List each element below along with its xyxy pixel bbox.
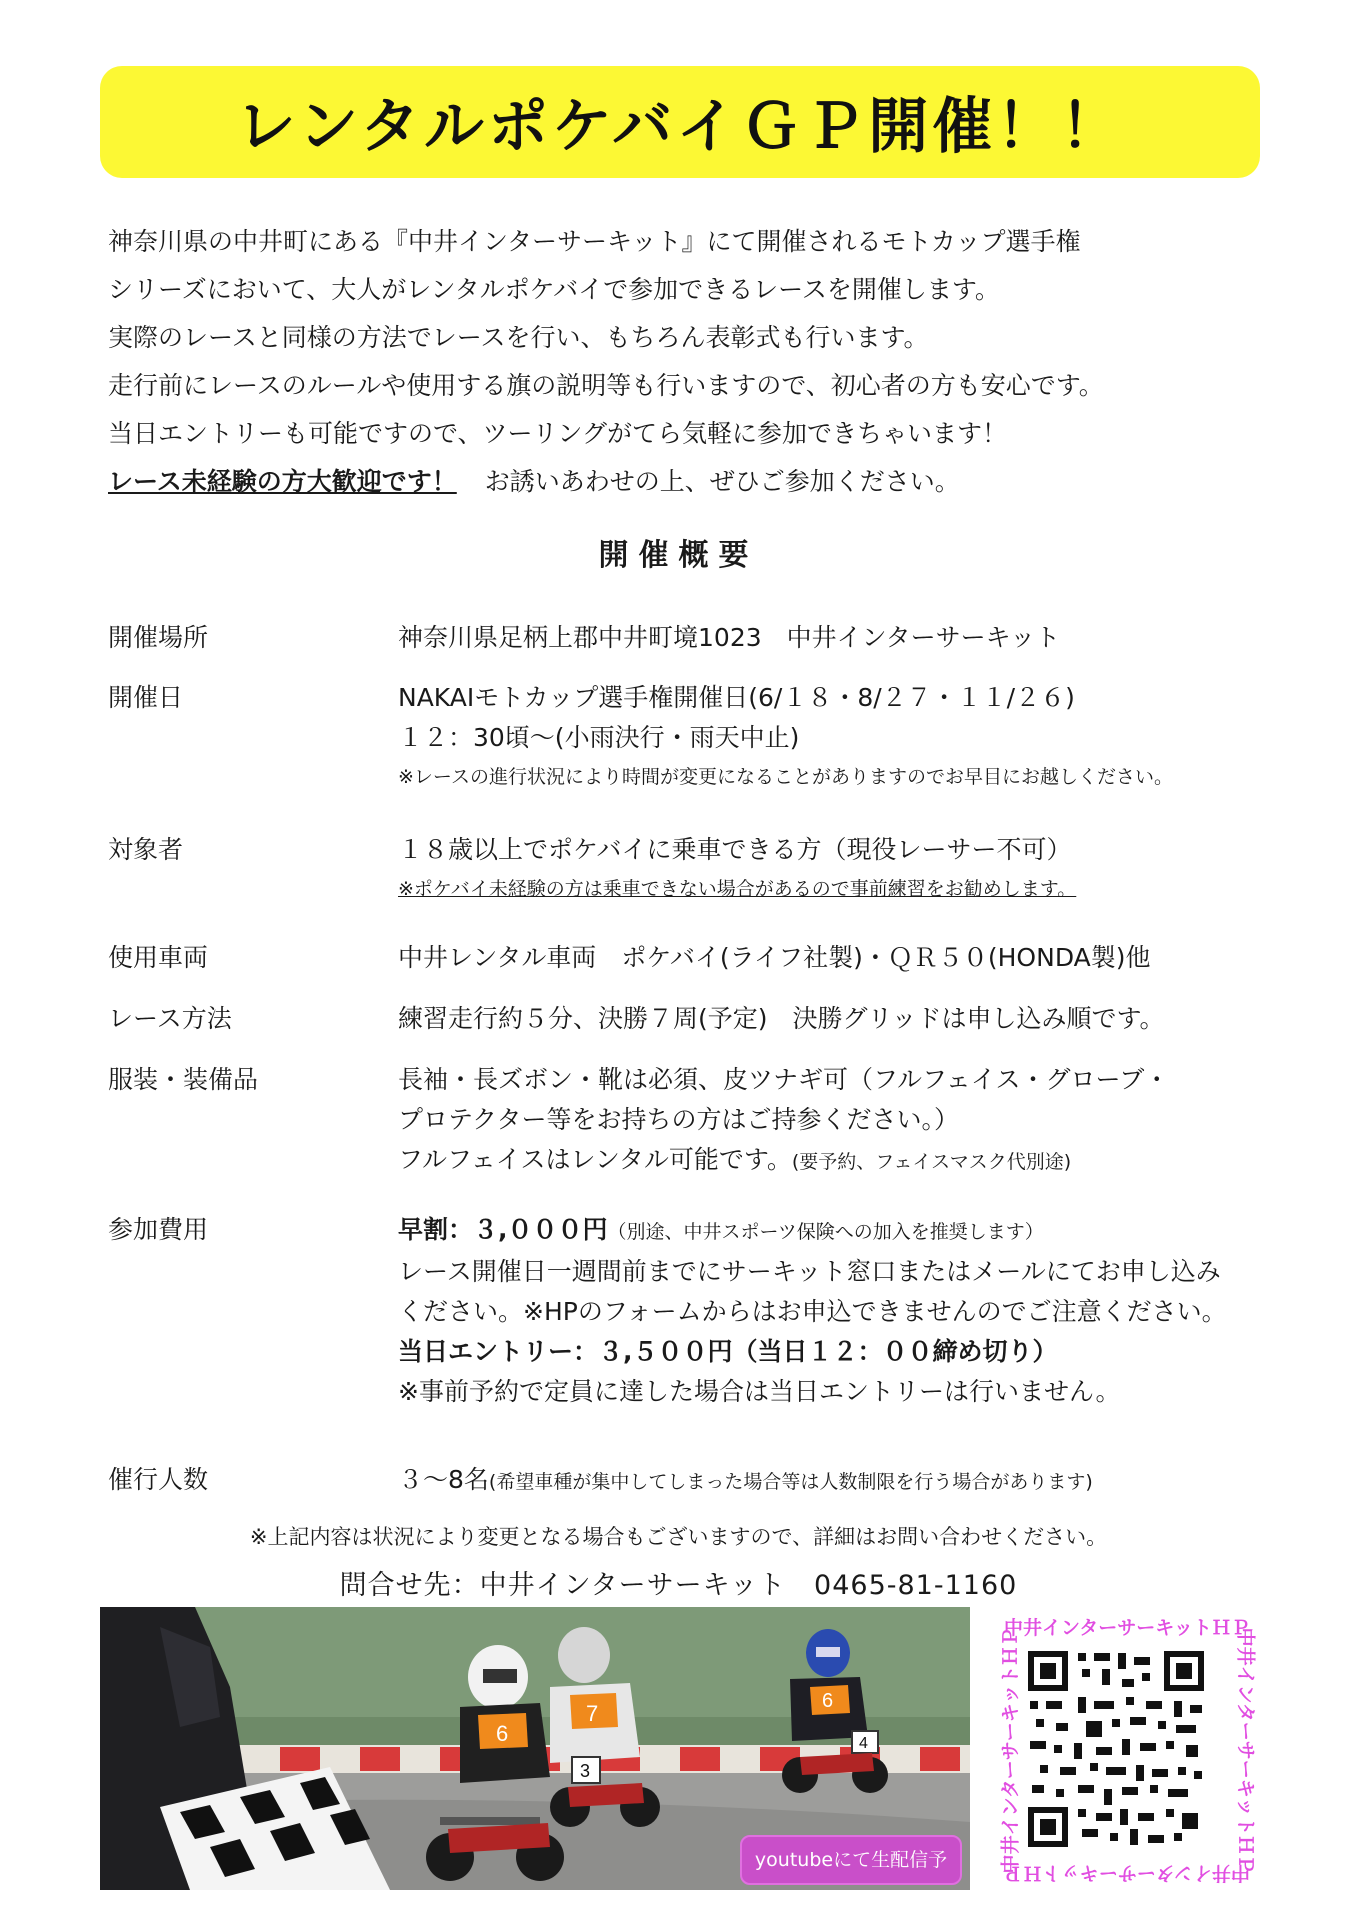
detail-label: 開催場所	[108, 623, 209, 652]
bike-number: 6	[496, 1721, 509, 1746]
detail-value-line	[398, 1210, 1348, 1252]
detail-note: ※ポケバイ未経験の方は乗車できない場合があるので事前練習をお勧めします。	[398, 878, 1077, 900]
live-stream-badge: youtubeにて生配信予定‼	[740, 1835, 962, 1885]
overview-title: 開催概要	[598, 538, 759, 573]
detail-note: （別途、中井スポーツ保険への加入を推奨します）	[607, 1221, 1044, 1243]
detail-label: 参加費用	[108, 1215, 209, 1244]
plate-number: 4	[859, 1735, 868, 1752]
detail-value: １８歳以上でポケバイに乗車できる方（現役レーサー不可）	[398, 835, 1072, 864]
detail-value: 中井レンタル車両 ポケバイ(ライフ社製)・ＱＲ５０(HONDA製)他	[398, 943, 1151, 972]
detail-value: ください。※HPのフォームからはお申込できませんのでご注意ください。	[398, 1297, 1227, 1326]
detail-label: 服装・装備品	[108, 1065, 259, 1094]
intro-closing: お誘いあわせの上、ぜひご参加ください。	[484, 467, 960, 496]
detail-value: NAKAIモトカップ選手権開催日(6/１８・8/２７・１１/２６)	[398, 683, 1075, 712]
detail-value: 神奈川県足柄上郡中井町境1023 中井インターサーキット	[398, 623, 1061, 652]
qr-caption-left: 中井インターサーキットＨＰ	[999, 1627, 1022, 1874]
bike-number: 6	[822, 1690, 834, 1712]
detail-note: ※事前予約で定員に達した場合は当日エントリーは行いません。	[398, 1377, 1121, 1406]
detail-value: ３～8名	[398, 1465, 489, 1494]
title-banner	[100, 66, 1260, 178]
detail-value-line	[398, 1140, 1348, 1182]
detail-value: 長袖・長ズボン・靴は必須、皮ツナギ可（フルフェイス・グローブ・	[398, 1065, 1170, 1094]
qr-code[interactable]	[1026, 1649, 1206, 1849]
intro-line: 実際のレースと同様の方法でレースを行い、もちろん表彰式も行います。	[108, 323, 929, 352]
intro-line: 神奈川県の中井町にある『中井インターサーキット』にて開催されるモトカップ選手権	[108, 227, 1081, 256]
detail-value: レース開催日一週間前までにサーキット窓口またはメールにてお申し込み	[398, 1257, 1221, 1286]
intro-line: シリーズにおいて、大人がレンタルポケバイで参加できるレースを開催します。	[108, 275, 1000, 304]
detail-note: (要予約、フェイスマスク代別途)	[791, 1151, 1072, 1173]
early-price: 早割：３,０００円	[398, 1215, 608, 1244]
sameday-price: 当日エントリー：３,５００円（当日１２：００締め切り）	[398, 1337, 1058, 1366]
detail-value: フルフェイスはレンタル可能です。	[398, 1145, 792, 1174]
detail-value: １２：30頃～(小雨決行・雨天中止)	[398, 723, 800, 752]
detail-value-line	[398, 1460, 1348, 1502]
detail-note: (希望車種が集中してしまった場合等は人数制限を行う場合があります)	[488, 1471, 1093, 1493]
race-photo	[100, 1607, 970, 1917]
qr-code-panel	[974, 1607, 1258, 1890]
qr-caption-top: 中井インターサーキットＨＰ	[1004, 1617, 1250, 1639]
page-title: レンタルポケバイＧＰ開催！！	[235, 92, 1125, 162]
detail-note: ※レースの進行状況により時間が変更になることがありますのでお早目にお越しください。	[398, 766, 1173, 788]
detail-label: 対象者	[108, 835, 184, 864]
detail-value: 練習走行約５分、決勝７周(予定) 決勝グリッドは申し込み順です。	[398, 1004, 1165, 1033]
detail-label: 開催日	[108, 683, 184, 712]
intro-emphasis: レース未経験の方大歓迎です！	[108, 467, 457, 496]
footnote: ※上記内容は状況により変更となる場合もございますので、詳細はお問い合わせください。	[249, 1525, 1108, 1549]
intro-text	[108, 218, 1268, 506]
qr-caption-right: 中井インターサーキットＨＰ	[1234, 1627, 1257, 1874]
detail-label: 催行人数	[108, 1465, 209, 1494]
contact-info: 問合せ先：中井インターサーキット 0465-81-1160	[339, 1570, 1018, 1601]
detail-label: レース方法	[108, 1004, 232, 1033]
detail-value: プロテクター等をお持ちの方はご持参ください。）	[398, 1105, 960, 1134]
detail-label: 使用車両	[108, 943, 209, 972]
intro-line: 走行前にレースのルールや使用する旗の説明等も行いますので、初心者の方も安心です。	[108, 371, 1104, 400]
plate-number: 3	[580, 1761, 591, 1781]
bike-number: 7	[586, 1701, 599, 1726]
qr-caption-bottom: 中井インターサーキットＨＰ	[1004, 1862, 1250, 1884]
intro-last-line	[108, 458, 1268, 506]
intro-line: 当日エントリーも可能ですので、ツーリングがてら気軽に参加できちゃいます！	[108, 419, 1008, 448]
